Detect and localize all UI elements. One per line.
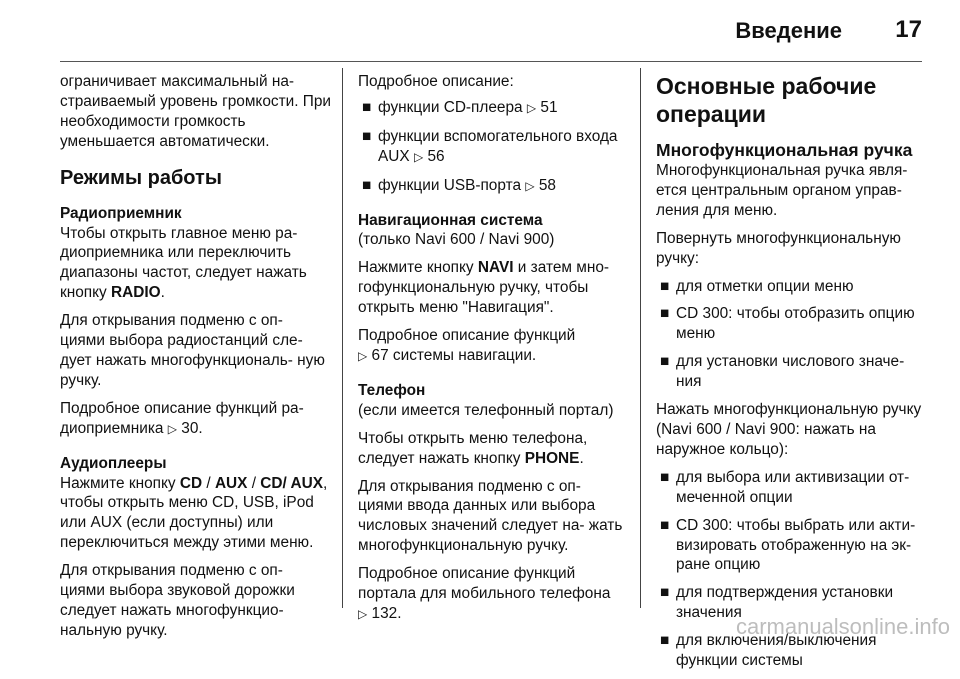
bullet-icon: ■: [362, 127, 372, 145]
list-item: ■ для включения/выключения функции системы: [660, 632, 877, 670]
bullet-icon: ■: [660, 277, 670, 295]
nav-subtitle: (только Navi 600 / Navi 900): [358, 231, 555, 249]
knob-paragraph-2: Повернуть многофункциональную ручку:: [656, 229, 901, 267]
modes-heading: Режимы работы: [60, 166, 222, 189]
page-ref-arrow-icon: ▷: [525, 178, 535, 193]
radio-paragraph-3: Подробное описание функций ра- диоприемника ▷ 30.: [60, 399, 304, 437]
page-ref-arrow-icon: ▷: [413, 149, 424, 164]
details-heading: Подробное описание:: [358, 73, 514, 90]
knob-heading: Многофункциональная ручка: [656, 140, 913, 160]
column-3: [656, 72, 926, 679]
header-divider: [60, 61, 922, 62]
column-divider-2: [640, 68, 641, 608]
press-actions-list: [656, 468, 926, 671]
column-divider-1: [342, 68, 343, 608]
phone-heading: Телефон: [358, 381, 426, 399]
radio-heading: Радиоприемник: [60, 204, 182, 222]
page-header: [0, 0, 960, 62]
list-item: ■ функции USB-порта ▷ 58: [362, 176, 556, 194]
basic-operations-heading: Основные рабочие операции: [656, 73, 877, 127]
bullet-icon: ■: [660, 353, 670, 371]
bullet-icon: ■: [660, 516, 670, 534]
column-2: [358, 72, 630, 633]
page-ref-arrow-icon: ▷: [358, 348, 368, 363]
column-1: [60, 72, 332, 649]
knob-paragraph-1: Многофункциональная ручка явля- ется центральным органом управ- ления для меню.: [656, 162, 908, 219]
bullet-icon: ■: [660, 584, 670, 602]
radio-paragraph-1: Чтобы открыть главное меню ра- диоприемника или переключить диапазоны частот, следует нажать кнопку RADIO.: [60, 224, 307, 302]
page-number: 17: [895, 16, 922, 43]
list-item: ■ для установки числового значе- ния: [660, 353, 905, 391]
details-list: [358, 98, 630, 197]
bullet-icon: ■: [362, 98, 372, 116]
phone-subtitle: (если имеется телефонный портал): [358, 401, 614, 419]
audio-paragraph-2: Для открывания подменю с оп- циями выбора звуковой дорожки следует нажать многофункцио- нальную ручку.: [60, 562, 295, 639]
bullet-icon: ■: [660, 468, 670, 486]
radio-paragraph-2: Для открывания подменю с оп- циями выбора радиостанций сле- дует нажать многофункциональ- ную ручку.: [60, 312, 325, 389]
watermark: carmanualsonline.info: [735, 614, 950, 639]
page-ref-arrow-icon: ▷: [358, 606, 368, 621]
bullet-icon: ■: [362, 176, 372, 194]
list-item: ■ для выбора или активизации от- меченной опции: [660, 468, 910, 506]
phone-paragraph-1: Чтобы открыть меню телефона, следует нажать кнопку PHONE.: [358, 429, 588, 467]
turn-actions-list: [656, 277, 926, 393]
knob-paragraph-3: Нажать многофункциональную ручку (Navi 600 / Navi 900: нажать на наружное кольцо):: [656, 401, 922, 458]
section-title: Введение: [735, 18, 842, 43]
nav-paragraph-2: Подробное описание функций ▷ 67 системы навигации.: [358, 327, 576, 364]
bullet-icon: ■: [660, 632, 670, 650]
list-item: ■ для подтверждения установки значения: [660, 584, 894, 622]
list-item: ■ CD 300: чтобы выбрать или акти- визировать отображенную на эк- ране опцию: [660, 516, 916, 574]
list-item: ■ функции CD-плеера ▷ 51: [362, 98, 558, 116]
nav-heading: Навигационная система: [358, 211, 543, 229]
list-item: ■ для отметки опции меню: [660, 277, 854, 295]
intro-paragraph: ограничивает максимальный на- страиваемый уровень громкости. При необходимости громкость уменьшается автоматически.: [60, 73, 331, 150]
phone-paragraph-3: Подробное описание функций портала для мобильного телефона ▷ 132.: [358, 565, 611, 622]
page-ref-arrow-icon: ▷: [526, 100, 537, 115]
list-item: ■ CD 300: чтобы отобразить опцию меню: [660, 305, 915, 343]
nav-paragraph-1: Нажмите кнопку NAVI и затем мно- гофункциональную ручку, чтобы открыть меню "Навигация".: [358, 259, 610, 317]
page-ref-arrow-icon: ▷: [167, 421, 178, 436]
phone-paragraph-2: Для открывания подменю с оп- циями ввода данных или выбора числовых значений следует на- жать многофункциональную ручку.: [358, 477, 623, 555]
list-item: ■ функции вспомогательного входа AUX ▷ 56: [362, 127, 618, 165]
radio-key: RADIO: [111, 284, 161, 302]
bullet-icon: ■: [660, 305, 670, 323]
audio-paragraph-1: Нажмите кнопку CD / AUX / CD/ AUX, чтобы открыть меню CD, USB, iPod или AUX (если доступны) или переключиться между этими меню.: [60, 474, 328, 552]
audio-heading: Аудиоплееры: [60, 454, 167, 472]
